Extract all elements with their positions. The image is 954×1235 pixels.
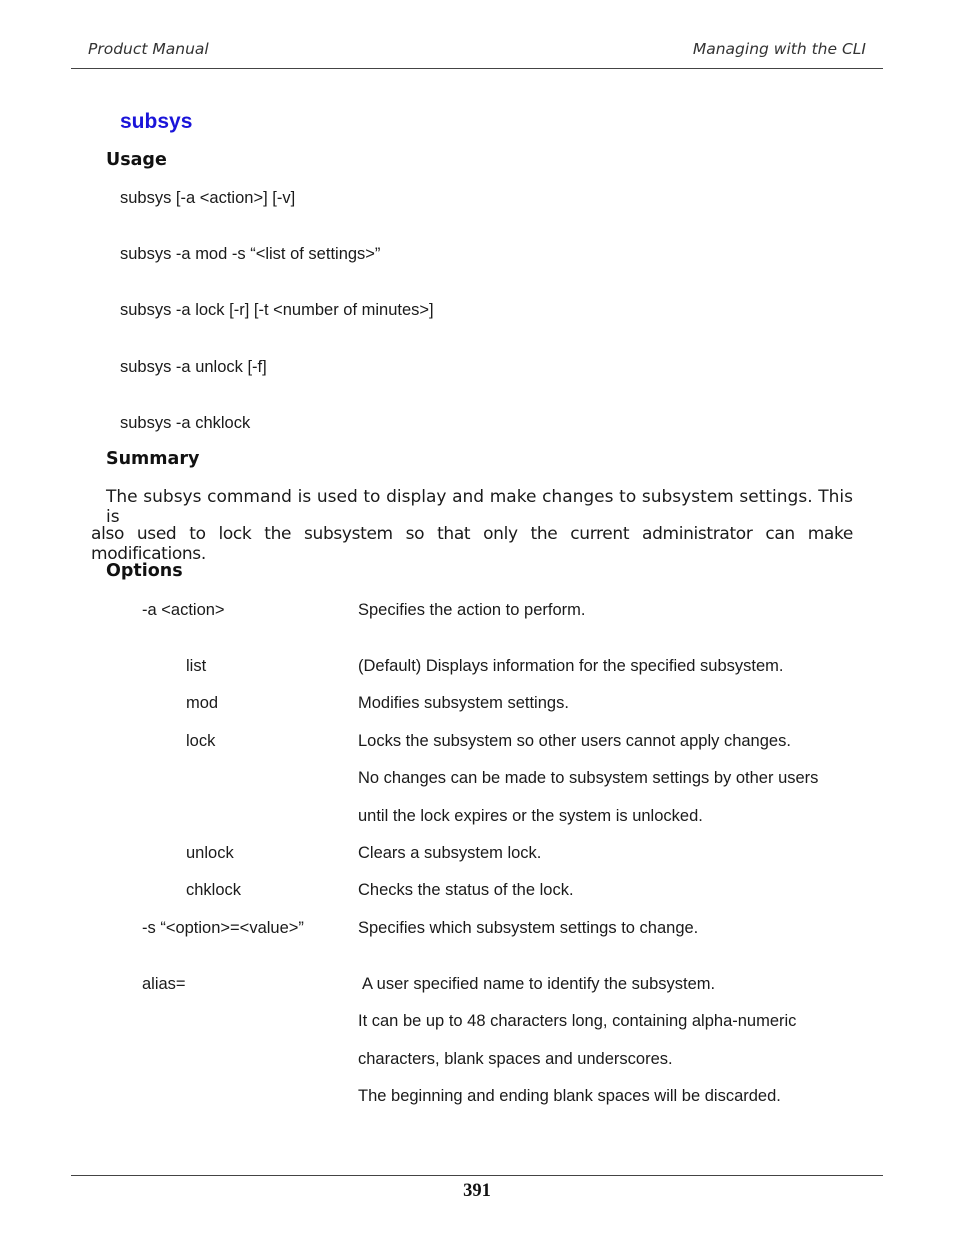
usage-line: subsys -a mod -s “<list of settings>” <box>120 245 381 263</box>
usage-line: subsys -a chklock <box>120 414 251 432</box>
page-number: 391 <box>463 1181 491 1201</box>
option-term: unlock <box>186 844 234 862</box>
page-title: subsys <box>120 110 193 133</box>
option-term: lock <box>186 732 216 750</box>
option-description: (Default) Displays information for the specified subsystem. <box>358 657 784 675</box>
option-description: Specifies which subsystem settings to change. <box>358 919 699 937</box>
option-description: The beginning and ending blank spaces will be discarded. <box>358 1087 781 1105</box>
option-description: Checks the status of the lock. <box>358 881 574 899</box>
option-description: It can be up to 48 characters long, containing alpha-numeric <box>358 1012 797 1030</box>
usage-heading: Usage <box>106 150 167 170</box>
header-right-text: Managing with the CLI <box>692 40 866 58</box>
option-description: Clears a subsystem lock. <box>358 844 542 862</box>
footer-rule <box>71 1175 883 1176</box>
option-term: list <box>186 657 207 675</box>
options-heading: Options <box>106 561 183 581</box>
usage-line: subsys [-a <action>] [-v] <box>120 189 296 207</box>
option-description: Specifies the action to perform. <box>358 601 586 619</box>
option-description: Modifies subsystem settings. <box>358 694 569 712</box>
option-description: A user specified name to identify the subsystem. <box>362 975 716 993</box>
option-term: -a <action> <box>142 601 225 619</box>
option-description: No changes can be made to subsystem settings by other users <box>358 769 819 787</box>
usage-line: subsys -a unlock [-f] <box>120 358 267 376</box>
header-left-text: Product Manual <box>88 40 209 58</box>
option-description: Locks the subsystem so other users cannot apply changes. <box>358 732 791 750</box>
usage-line: subsys -a lock [-r] [-t <number of minutes>] <box>120 301 434 319</box>
option-description: until the lock expires or the system is unlocked. <box>358 807 703 825</box>
header-rule <box>71 68 883 69</box>
summary-paragraph-line: also used to lock the subsystem so that only the current administrator can make modifications. <box>91 524 853 564</box>
option-term: alias= <box>142 975 186 993</box>
option-term: -s “<option>=<value>” <box>142 919 304 937</box>
summary-paragraph-line: The subsys command is used to display and make changes to subsystem settings. This is <box>106 487 853 527</box>
option-term: chklock <box>186 881 242 899</box>
summary-heading: Summary <box>106 449 200 469</box>
option-description: characters, blank spaces and underscores. <box>358 1050 673 1068</box>
option-term: mod <box>186 694 219 712</box>
